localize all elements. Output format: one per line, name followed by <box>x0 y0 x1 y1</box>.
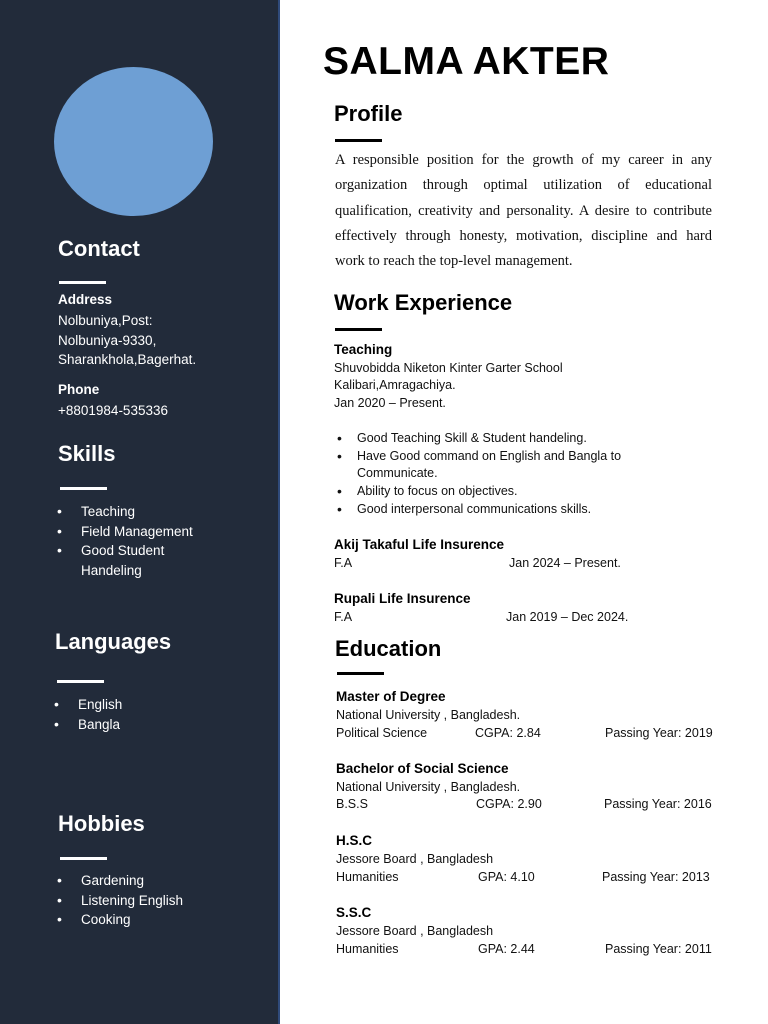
address-line: Nolbuniya-9330, <box>58 332 157 348</box>
address-line: Nolbuniya,Post: <box>58 313 153 328</box>
list-item: • Good Teaching Skill & Student handeling. <box>334 430 634 448</box>
job-role: F.A <box>334 610 353 624</box>
job-bullets <box>334 430 634 519</box>
skills-list <box>57 502 193 580</box>
hobbies-divider <box>60 857 107 860</box>
languages-list <box>54 695 122 734</box>
languages-divider <box>57 680 104 683</box>
avatar <box>54 67 213 216</box>
list-item: • Good interpersonal communications skills. <box>334 501 634 519</box>
job-detail: Shuvobidda Niketon Kinter Garter School <box>334 361 563 375</box>
list-item: • Gardening <box>57 871 183 891</box>
education-institution: National University , Bangladesh. <box>336 780 521 794</box>
address-label: Address <box>58 292 113 307</box>
education-subject: Humanities <box>336 942 399 956</box>
work-divider <box>335 328 382 331</box>
profile-heading: Profile <box>334 101 403 126</box>
education-heading: Education <box>335 636 442 661</box>
education-subject: Political Science <box>336 726 428 740</box>
education-subject: Humanities <box>336 870 399 884</box>
list-item: • Teaching <box>57 502 193 522</box>
job-title: Rupali Life Insurence <box>334 591 471 606</box>
address-line: Sharankhola,Bagerhat. <box>58 352 197 367</box>
phone-label: Phone <box>58 382 100 397</box>
job-role: F.A <box>334 556 353 570</box>
profile-divider <box>335 139 382 142</box>
list-item: • Ability to focus on objectives. <box>334 483 634 501</box>
education-grade: CGPA: 2.84 <box>475 726 541 740</box>
education-degree: Bachelor of Social Science <box>336 761 509 776</box>
job-period: Jan 2019 – Dec 2024. <box>506 610 629 624</box>
list-item-continuation: Handeling <box>81 562 142 578</box>
list-item: • Cooking <box>57 910 183 930</box>
education-institution: Jessore Board , Bangladesh <box>336 924 494 938</box>
candidate-name: SALMA AKTER <box>323 40 610 83</box>
education-year: Passing Year: 2016 <box>604 797 712 811</box>
list-item: • Have Good command on English and Bangla to Communicate. <box>334 448 634 483</box>
job-period: Jan 2024 – Present. <box>509 556 621 570</box>
education-degree: H.S.C <box>336 833 373 848</box>
education-grade: GPA: 4.10 <box>478 870 535 884</box>
list-item: • Bangla <box>54 715 122 735</box>
hobbies-list <box>57 871 183 930</box>
skills-heading: Skills <box>58 441 116 466</box>
hobbies-heading: Hobbies <box>58 811 145 836</box>
sidebar <box>0 0 280 1024</box>
list-item: • Field Management <box>57 522 193 542</box>
contact-divider <box>59 281 106 284</box>
contact-heading: Contact <box>58 236 140 261</box>
languages-heading: Languages <box>55 629 172 654</box>
work-heading: Work Experience <box>334 290 513 315</box>
address-value <box>58 311 196 370</box>
list-item: • Good Student <box>57 541 193 561</box>
education-degree: S.S.C <box>336 905 372 920</box>
skills-divider <box>60 487 107 490</box>
job-detail: Jan 2020 – Present. <box>334 396 446 410</box>
phone-value: +8801984-535336 <box>58 403 168 418</box>
education-subject: B.S.S <box>336 797 368 811</box>
list-item: • Listening English <box>57 891 183 911</box>
education-institution: National University , Bangladesh. <box>336 708 521 722</box>
job-detail: Kalibari,Amragachiya. <box>334 378 456 392</box>
job-title: Teaching <box>334 342 393 357</box>
education-divider <box>337 672 384 675</box>
education-degree: Master of Degree <box>336 689 446 704</box>
list-item: • English <box>54 695 122 715</box>
education-institution: Jessore Board , Bangladesh <box>336 852 494 866</box>
profile-text: A responsible position for the growth of my career in any organization through optimal utilization of educational qualification, creativity and personality. A desire to contribute effectively through honesty, motivation, discipline and hard work to reach the top-level management. <box>335 152 712 270</box>
education-year: Passing Year: 2011 <box>605 942 712 956</box>
education-grade: GPA: 2.44 <box>478 942 535 956</box>
job-title: Akij Takaful Life Insurence <box>334 537 505 552</box>
education-year: Passing Year: 2013 <box>602 870 710 884</box>
education-grade: CGPA: 2.90 <box>476 797 542 811</box>
education-year: Passing Year: 2019 <box>605 726 713 740</box>
